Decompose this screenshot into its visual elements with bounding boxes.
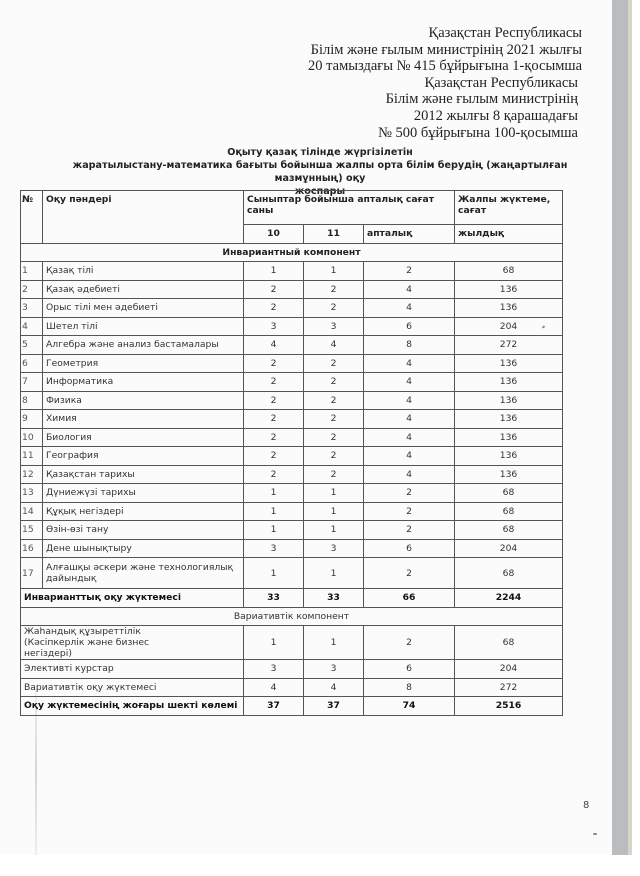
grade-11-hours: 4 <box>304 336 364 355</box>
max-total-grade-11: 37 <box>304 697 364 716</box>
header-line: 20 тамыздағы № 415 бұйрығына 1-қосымша <box>308 58 582 75</box>
table-row <box>21 428 563 447</box>
header-line: Қазақстан Республикасы <box>428 25 582 41</box>
row-number: 2 <box>21 280 43 299</box>
grade-10-hours: 2 <box>244 280 304 299</box>
table-row <box>21 678 563 697</box>
table-row <box>21 299 563 318</box>
weekly-hours: 2 <box>364 502 455 521</box>
grade-10-hours: 1 <box>244 558 304 589</box>
table-row <box>21 521 563 540</box>
variative-section-title: Вариативтік компонент <box>21 607 563 626</box>
row-number: 10 <box>21 428 43 447</box>
header-line: Білім және ғылым министрінің <box>385 91 578 108</box>
subject-name: Алгебра және анализ бастамалары <box>43 336 244 355</box>
weekly-hours: 4 <box>364 428 455 447</box>
grade-11-hours: 2 <box>304 465 364 484</box>
weekly-hours: 6 <box>364 317 455 336</box>
grade-11-hours: 1 <box>304 521 364 540</box>
title-line: Оқыту қазақ тілінде жүргізілетін <box>227 147 413 158</box>
table-row <box>21 317 563 336</box>
header-weekly-hours: Сыныптар бойынша апталық сағат саны <box>244 191 455 225</box>
yearly-hours: 136 <box>455 391 563 410</box>
weekly-hours: 4 <box>364 447 455 466</box>
yearly-hours: 136 <box>455 465 563 484</box>
section-row <box>21 243 563 262</box>
invariant-rows <box>21 262 563 589</box>
yearly-hours: 204 <box>455 317 563 336</box>
row-number: 17 <box>21 558 43 589</box>
header-weekly: апталық <box>364 225 455 244</box>
scanner-edge <box>612 0 628 855</box>
invariant-total-row <box>21 589 563 608</box>
table-row <box>21 539 563 558</box>
grade-10-hours: 2 <box>244 373 304 392</box>
section-row <box>21 607 563 626</box>
title-line: жаратылыстану-математика бағыты бойынша жалпы орта білім берудің (жаңартылған мазмұнның) оқу <box>72 160 568 184</box>
header-line: № 500 бұйрығына 100-қосымша <box>378 124 578 141</box>
subject-name: Геометрия <box>43 354 244 373</box>
yearly-hours: 272 <box>455 678 563 697</box>
yearly-hours: 68 <box>455 521 563 540</box>
grade-10-hours: 2 <box>244 391 304 410</box>
row-number: 9 <box>21 410 43 429</box>
weekly-hours: 2 <box>364 521 455 540</box>
subject-name: Жаһандық құзыреттілік (Кәсіпкерлік және бизнес негіздері) <box>21 626 244 660</box>
yearly-hours: 136 <box>455 299 563 318</box>
grade-10-hours: 1 <box>244 626 304 660</box>
yearly-hours: 68 <box>455 558 563 589</box>
weekly-hours: 4 <box>364 354 455 373</box>
header-line: Қазақстан Республикасы <box>424 74 578 91</box>
grade-10-hours: 2 <box>244 354 304 373</box>
total-weekly: 66 <box>364 589 455 608</box>
row-number: 3 <box>21 299 43 318</box>
grade-11-hours: 2 <box>304 354 364 373</box>
subject-name: Биология <box>43 428 244 447</box>
invariant-section-title: Инвариантный компонент <box>21 243 563 262</box>
grade-10-hours: 4 <box>244 336 304 355</box>
table-row <box>21 410 563 429</box>
weekly-hours: 4 <box>364 410 455 429</box>
table-row <box>21 558 563 589</box>
grade-11-hours: 1 <box>304 262 364 281</box>
grade-10-hours: 1 <box>244 262 304 281</box>
subject-name: Өзін-өзі тану <box>43 521 244 540</box>
grade-11-hours: 2 <box>304 428 364 447</box>
grade-11-hours: 1 <box>304 626 364 660</box>
yearly-hours: 68 <box>455 626 563 660</box>
total-grade-10: 33 <box>244 589 304 608</box>
row-number: 5 <box>21 336 43 355</box>
weekly-hours: 6 <box>364 660 455 679</box>
grade-11-hours: 2 <box>304 280 364 299</box>
subject-name: Дүниежүзі тарихы <box>43 484 244 503</box>
header-grade-10: 10 <box>244 225 304 244</box>
row-number: 6 <box>21 354 43 373</box>
grade-11-hours: 1 <box>304 558 364 589</box>
row-number: 13 <box>21 484 43 503</box>
header-yearly: жылдық <box>455 225 563 244</box>
table-row <box>21 336 563 355</box>
grade-10-hours: 2 <box>244 465 304 484</box>
header-number: № <box>21 191 43 244</box>
row-number: 15 <box>21 521 43 540</box>
grade-11-hours: 2 <box>304 447 364 466</box>
weekly-hours: 4 <box>364 391 455 410</box>
header-grade-11: 11 <box>304 225 364 244</box>
table-row <box>21 391 563 410</box>
weekly-hours: 4 <box>364 299 455 318</box>
yearly-hours: 136 <box>455 373 563 392</box>
row-number: 14 <box>21 502 43 521</box>
weekly-hours: 2 <box>364 626 455 660</box>
max-total-grade-10: 37 <box>244 697 304 716</box>
table-row <box>21 280 563 299</box>
table-row <box>21 354 563 373</box>
row-number: 12 <box>21 465 43 484</box>
row-number: 7 <box>21 373 43 392</box>
grade-10-hours: 3 <box>244 317 304 336</box>
grade-11-hours: 2 <box>304 391 364 410</box>
subject-name: Химия <box>43 410 244 429</box>
subject-name: Информатика <box>43 373 244 392</box>
weekly-hours: 2 <box>364 558 455 589</box>
grade-10-hours: 1 <box>244 521 304 540</box>
subject-name: Қазақстан тарихы <box>43 465 244 484</box>
subject-name: Дене шынықтыру <box>43 539 244 558</box>
subject-name: Элективті курстар <box>21 660 244 679</box>
scanner-edge-outer <box>628 0 632 855</box>
variative-rows <box>21 626 563 697</box>
page-number: 8 <box>583 800 590 811</box>
grade-10-hours: 3 <box>244 660 304 679</box>
grade-11-hours: 2 <box>304 299 364 318</box>
row-number: 4 <box>21 317 43 336</box>
grade-11-hours: 3 <box>304 539 364 558</box>
subject-name: Вариативтік оқу жүктемесі <box>21 678 244 697</box>
total-label: Инварианттық оқу жүктемесі <box>21 589 244 608</box>
yearly-hours: 68 <box>455 484 563 503</box>
weekly-hours: 8 <box>364 336 455 355</box>
yearly-hours: 204 <box>455 539 563 558</box>
header-total-load: Жалпы жүктеме, сағат <box>455 191 563 225</box>
table-row <box>21 484 563 503</box>
max-total-weekly: 74 <box>364 697 455 716</box>
table-row <box>21 465 563 484</box>
table-row <box>21 502 563 521</box>
weekly-hours: 6 <box>364 539 455 558</box>
grade-10-hours: 2 <box>244 410 304 429</box>
max-total-yearly: 2516 <box>455 697 563 716</box>
subject-name: Қазақ тілі <box>43 262 244 281</box>
total-grade-11: 33 <box>304 589 364 608</box>
row-number: 16 <box>21 539 43 558</box>
subject-name: Шетел тілі <box>43 317 244 336</box>
scan-speck <box>593 833 597 835</box>
grade-10-hours: 4 <box>244 678 304 697</box>
yearly-hours: 136 <box>455 428 563 447</box>
grade-10-hours: 2 <box>244 428 304 447</box>
subject-name: Қазақ әдебиеті <box>43 280 244 299</box>
grade-11-hours: 1 <box>304 484 364 503</box>
yearly-hours: 136 <box>455 280 563 299</box>
header-line: Білім және ғылым министрінің 2021 жылғы <box>310 41 582 58</box>
grade-11-hours: 3 <box>304 660 364 679</box>
appendix-header <box>308 25 582 141</box>
subject-name: Құқық негіздері <box>43 502 244 521</box>
subject-name: Алғашқы әскери және технологиялық дайындық <box>43 558 244 589</box>
yearly-hours: 204 <box>455 660 563 679</box>
yearly-hours: 272 <box>455 336 563 355</box>
grade-11-hours: 1 <box>304 502 364 521</box>
title-line: жоспары <box>294 186 346 197</box>
max-total-row <box>21 697 563 716</box>
yearly-hours: 68 <box>455 262 563 281</box>
grade-10-hours: 1 <box>244 502 304 521</box>
grade-11-hours: 2 <box>304 410 364 429</box>
row-number: 8 <box>21 391 43 410</box>
grade-10-hours: 2 <box>244 447 304 466</box>
weekly-hours: 2 <box>364 262 455 281</box>
weekly-hours: 2 <box>364 484 455 503</box>
total-yearly: 2244 <box>455 589 563 608</box>
table-row <box>21 373 563 392</box>
header-subjects: Оқу пәндері <box>43 191 244 244</box>
yearly-hours: 136 <box>455 410 563 429</box>
table-header-row <box>21 191 563 225</box>
table-row <box>21 262 563 281</box>
weekly-hours: 4 <box>364 465 455 484</box>
row-number: 11 <box>21 447 43 466</box>
grade-10-hours: 2 <box>244 299 304 318</box>
table-row <box>21 626 563 660</box>
subject-name: География <box>43 447 244 466</box>
table-row <box>21 447 563 466</box>
weekly-hours: 4 <box>364 373 455 392</box>
weekly-hours: 8 <box>364 678 455 697</box>
grade-11-hours: 2 <box>304 373 364 392</box>
row-number: 1 <box>21 262 43 281</box>
yearly-hours: 68 <box>455 502 563 521</box>
header-line: 2012 жылғы 8 қарашадағы <box>413 107 578 124</box>
subject-name: Орыс тілі мен әдебиеті <box>43 299 244 318</box>
max-total-label: Оқу жүктемесінің жоғары шекті көлемі <box>21 697 244 716</box>
subject-name: Физика <box>43 391 244 410</box>
yearly-hours: 136 <box>455 354 563 373</box>
grade-10-hours: 3 <box>244 539 304 558</box>
yearly-hours: 136 <box>455 447 563 466</box>
curriculum-table <box>20 190 563 716</box>
grade-11-hours: 4 <box>304 678 364 697</box>
grade-11-hours: 3 <box>304 317 364 336</box>
table-row <box>21 660 563 679</box>
grade-10-hours: 1 <box>244 484 304 503</box>
weekly-hours: 4 <box>364 280 455 299</box>
